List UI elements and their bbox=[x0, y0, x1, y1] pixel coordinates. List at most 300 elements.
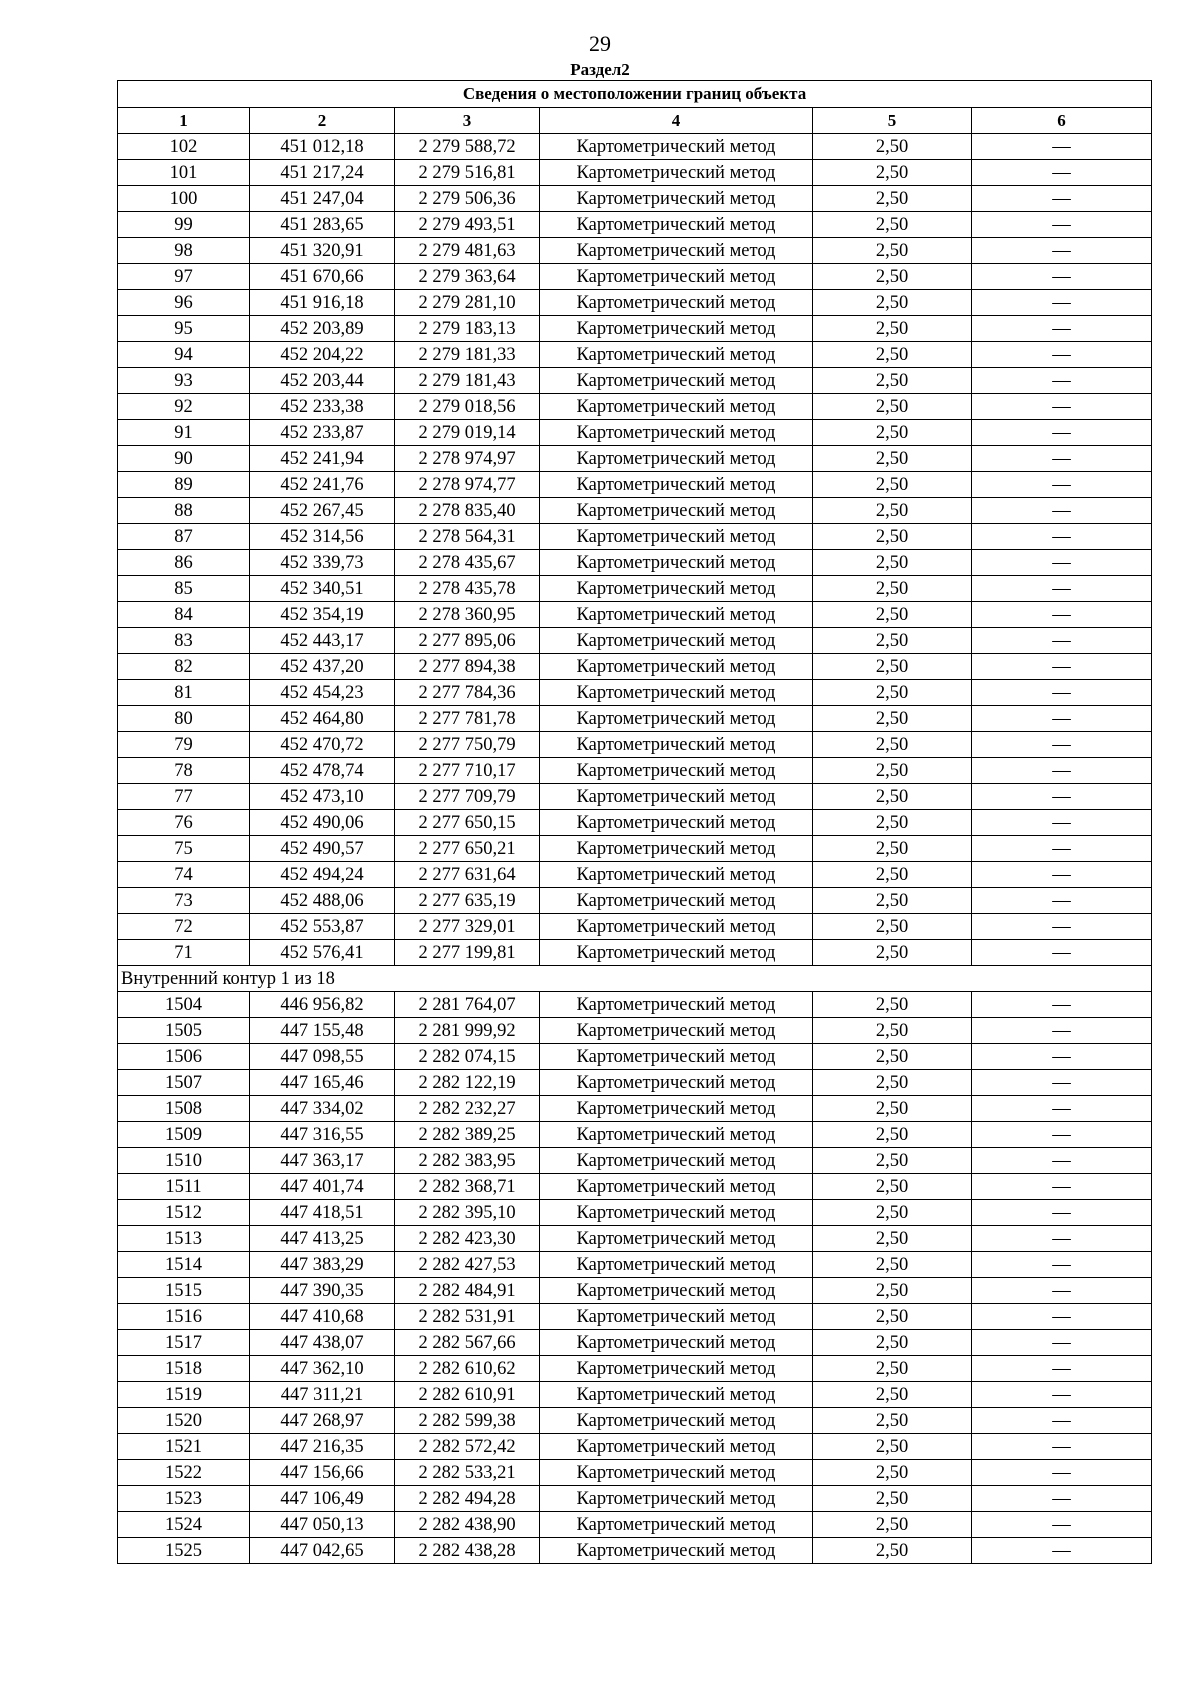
table-row bbox=[118, 1018, 1152, 1044]
table-cell: 71 bbox=[118, 940, 250, 966]
table-cell: 452 576,41 bbox=[250, 940, 395, 966]
table-cell: 452 233,87 bbox=[250, 420, 395, 446]
table-cell: 77 bbox=[118, 784, 250, 810]
contour-label: Внутренний контур 1 из 18 bbox=[118, 966, 1152, 992]
table-cell: 447 418,51 bbox=[250, 1200, 395, 1226]
table-cell: 2,50 bbox=[813, 628, 972, 654]
table-cell: 2,50 bbox=[813, 1486, 972, 1512]
table-cell: 2 282 074,15 bbox=[395, 1044, 540, 1070]
table-row bbox=[118, 628, 1152, 654]
table-row bbox=[118, 940, 1152, 966]
table-cell: 2 282 567,66 bbox=[395, 1330, 540, 1356]
table-cell: 1514 bbox=[118, 1252, 250, 1278]
table-cell: 1504 bbox=[118, 992, 250, 1018]
table-row bbox=[118, 1278, 1152, 1304]
table-cell: Картометрический метод bbox=[540, 1408, 813, 1434]
table-caption: Сведения о местоположении границ объекта bbox=[118, 81, 1152, 108]
table-cell: — bbox=[972, 654, 1152, 680]
table-row bbox=[118, 1070, 1152, 1096]
table-cell: 2,50 bbox=[813, 238, 972, 264]
table-cell: 2,50 bbox=[813, 212, 972, 238]
table-cell: 2 277 329,01 bbox=[395, 914, 540, 940]
table-cell: 452 478,74 bbox=[250, 758, 395, 784]
table-cell: Картометрический метод bbox=[540, 862, 813, 888]
table-row bbox=[118, 862, 1152, 888]
table-cell: 2 278 974,77 bbox=[395, 472, 540, 498]
table-cell: — bbox=[972, 1356, 1152, 1382]
table-cell: 101 bbox=[118, 160, 250, 186]
table-cell: 78 bbox=[118, 758, 250, 784]
table-cell: 2 279 183,13 bbox=[395, 316, 540, 342]
table-cell: 2,50 bbox=[813, 836, 972, 862]
table-row bbox=[118, 888, 1152, 914]
table-cell: 2 282 427,53 bbox=[395, 1252, 540, 1278]
table-cell: 447 390,35 bbox=[250, 1278, 395, 1304]
table-cell: Картометрический метод bbox=[540, 1226, 813, 1252]
table-cell: 452 443,17 bbox=[250, 628, 395, 654]
table-cell: 2,50 bbox=[813, 940, 972, 966]
table-cell: — bbox=[972, 1434, 1152, 1460]
table-cell: 2 279 493,51 bbox=[395, 212, 540, 238]
table-cell: — bbox=[972, 680, 1152, 706]
table-cell: 76 bbox=[118, 810, 250, 836]
column-header: 5 bbox=[813, 108, 972, 134]
table-cell: 2,50 bbox=[813, 368, 972, 394]
table-cell: — bbox=[972, 420, 1152, 446]
column-header: 4 bbox=[540, 108, 813, 134]
table-cell: Картометрический метод bbox=[540, 758, 813, 784]
table-cell: 451 217,24 bbox=[250, 160, 395, 186]
table-row bbox=[118, 1226, 1152, 1252]
table-cell: 94 bbox=[118, 342, 250, 368]
table-cell: 452 267,45 bbox=[250, 498, 395, 524]
table-cell: 2 278 435,67 bbox=[395, 550, 540, 576]
table-cell: 2 281 764,07 bbox=[395, 992, 540, 1018]
table-cell: 1505 bbox=[118, 1018, 250, 1044]
table-cell: 2,50 bbox=[813, 1096, 972, 1122]
table-cell: 2,50 bbox=[813, 1538, 972, 1564]
table-cell: 1513 bbox=[118, 1226, 250, 1252]
table-cell: — bbox=[972, 576, 1152, 602]
table-cell: 2 277 631,64 bbox=[395, 862, 540, 888]
table-cell: 447 042,65 bbox=[250, 1538, 395, 1564]
table-cell: 92 bbox=[118, 394, 250, 420]
table-cell: Картометрический метод bbox=[540, 1434, 813, 1460]
table-cell: 2 277 635,19 bbox=[395, 888, 540, 914]
table-cell: 447 401,74 bbox=[250, 1174, 395, 1200]
table-cell: 447 311,21 bbox=[250, 1382, 395, 1408]
table-cell: — bbox=[972, 602, 1152, 628]
contour-section bbox=[118, 966, 1152, 992]
table-cell: — bbox=[972, 1044, 1152, 1070]
table-cell: 1509 bbox=[118, 1122, 250, 1148]
column-header-row bbox=[118, 108, 1152, 134]
table-cell: — bbox=[972, 1226, 1152, 1252]
table-cell: — bbox=[972, 1408, 1152, 1434]
table-cell: 97 bbox=[118, 264, 250, 290]
table-cell: 79 bbox=[118, 732, 250, 758]
table-cell: 1512 bbox=[118, 1200, 250, 1226]
table-body-outer-contour bbox=[118, 134, 1152, 966]
table-cell: — bbox=[972, 706, 1152, 732]
table-cell: 2 282 610,62 bbox=[395, 1356, 540, 1382]
table-row bbox=[118, 1408, 1152, 1434]
table-cell: 2,50 bbox=[813, 1460, 972, 1486]
table-cell: 2 282 572,42 bbox=[395, 1434, 540, 1460]
table-row bbox=[118, 758, 1152, 784]
table-cell: 452 204,22 bbox=[250, 342, 395, 368]
table-cell: 2 277 709,79 bbox=[395, 784, 540, 810]
table-cell: 2,50 bbox=[813, 1330, 972, 1356]
table-row bbox=[118, 654, 1152, 680]
table-cell: 2,50 bbox=[813, 1434, 972, 1460]
table-cell: 2,50 bbox=[813, 1174, 972, 1200]
table-cell: 447 363,17 bbox=[250, 1148, 395, 1174]
table-cell: 447 155,48 bbox=[250, 1018, 395, 1044]
table-cell: 2 282 438,90 bbox=[395, 1512, 540, 1538]
table-row bbox=[118, 1538, 1152, 1564]
table-cell: 2 282 438,28 bbox=[395, 1538, 540, 1564]
table-cell: 2,50 bbox=[813, 1304, 972, 1330]
table-cell: 447 156,66 bbox=[250, 1460, 395, 1486]
table-row bbox=[118, 1122, 1152, 1148]
table-cell: 2 282 533,21 bbox=[395, 1460, 540, 1486]
table-cell: 1519 bbox=[118, 1382, 250, 1408]
table-row bbox=[118, 810, 1152, 836]
table-cell: Картометрический метод bbox=[540, 1382, 813, 1408]
table-cell: Картометрический метод bbox=[540, 628, 813, 654]
table-cell: Картометрический метод bbox=[540, 1460, 813, 1486]
table-row bbox=[118, 1148, 1152, 1174]
table-cell: 2 282 484,91 bbox=[395, 1278, 540, 1304]
table-cell: Картометрический метод bbox=[540, 264, 813, 290]
table-cell: 452 437,20 bbox=[250, 654, 395, 680]
table-cell: 81 bbox=[118, 680, 250, 706]
table-cell: — bbox=[972, 1174, 1152, 1200]
table-cell: 2,50 bbox=[813, 732, 972, 758]
table-cell: — bbox=[972, 134, 1152, 160]
table-cell: 2 278 835,40 bbox=[395, 498, 540, 524]
table-cell: 2 282 531,91 bbox=[395, 1304, 540, 1330]
table-cell: 74 bbox=[118, 862, 250, 888]
table-cell: Картометрический метод bbox=[540, 992, 813, 1018]
table-cell: 2,50 bbox=[813, 1252, 972, 1278]
table-cell: 85 bbox=[118, 576, 250, 602]
table-row bbox=[118, 914, 1152, 940]
column-header: 6 bbox=[972, 108, 1152, 134]
table-cell: 452 241,76 bbox=[250, 472, 395, 498]
table-cell: 1511 bbox=[118, 1174, 250, 1200]
section-title: Раздел2 bbox=[570, 60, 630, 79]
table-cell: 1524 bbox=[118, 1512, 250, 1538]
table-cell: — bbox=[972, 1018, 1152, 1044]
table-cell: — bbox=[972, 446, 1152, 472]
table-cell: 2 278 435,78 bbox=[395, 576, 540, 602]
table-cell: — bbox=[972, 1460, 1152, 1486]
table-cell: 2,50 bbox=[813, 1148, 972, 1174]
table-cell: Картометрический метод bbox=[540, 1252, 813, 1278]
table-cell: 451 247,04 bbox=[250, 186, 395, 212]
table-cell: Картометрический метод bbox=[540, 394, 813, 420]
table-cell: 451 283,65 bbox=[250, 212, 395, 238]
table-cell: Картометрический метод bbox=[540, 238, 813, 264]
table-cell: 93 bbox=[118, 368, 250, 394]
table-cell: 2 277 199,81 bbox=[395, 940, 540, 966]
table-cell: Картометрический метод bbox=[540, 1512, 813, 1538]
table-cell: 2 279 281,10 bbox=[395, 290, 540, 316]
table-row bbox=[118, 290, 1152, 316]
table-cell: 2,50 bbox=[813, 888, 972, 914]
table-cell: 452 454,23 bbox=[250, 680, 395, 706]
table-cell: Картометрический метод bbox=[540, 342, 813, 368]
table-row bbox=[118, 1200, 1152, 1226]
table-cell: Картометрический метод bbox=[540, 1200, 813, 1226]
table-caption-row bbox=[118, 81, 1152, 108]
table-row bbox=[118, 212, 1152, 238]
table-row bbox=[118, 1512, 1152, 1538]
table-cell: 2 277 894,38 bbox=[395, 654, 540, 680]
table-cell: Картометрический метод bbox=[540, 602, 813, 628]
table-cell: 2,50 bbox=[813, 1226, 972, 1252]
table-cell: 2,50 bbox=[813, 992, 972, 1018]
table-cell: — bbox=[972, 862, 1152, 888]
table-cell: 2,50 bbox=[813, 784, 972, 810]
table-cell: 2 279 019,14 bbox=[395, 420, 540, 446]
table-cell: Картометрический метод bbox=[540, 316, 813, 342]
table-cell: 452 470,72 bbox=[250, 732, 395, 758]
table-cell: 98 bbox=[118, 238, 250, 264]
table-cell: 102 bbox=[118, 134, 250, 160]
table-cell: 2 279 181,43 bbox=[395, 368, 540, 394]
table-row bbox=[118, 1044, 1152, 1070]
table-cell: Картометрический метод bbox=[540, 810, 813, 836]
table-cell: 1518 bbox=[118, 1356, 250, 1382]
table-cell: Картометрический метод bbox=[540, 706, 813, 732]
table-cell: 2,50 bbox=[813, 1408, 972, 1434]
table-cell: 447 106,49 bbox=[250, 1486, 395, 1512]
table-cell: — bbox=[972, 810, 1152, 836]
table-cell: — bbox=[972, 836, 1152, 862]
table-row bbox=[118, 1304, 1152, 1330]
table-cell: 447 316,55 bbox=[250, 1122, 395, 1148]
table-row bbox=[118, 1096, 1152, 1122]
table-cell: — bbox=[972, 1330, 1152, 1356]
table-cell: 2 278 974,97 bbox=[395, 446, 540, 472]
table-cell: Картометрический метод bbox=[540, 420, 813, 446]
table-cell: 451 670,66 bbox=[250, 264, 395, 290]
table-cell: 2 279 506,36 bbox=[395, 186, 540, 212]
table-cell: 2,50 bbox=[813, 316, 972, 342]
table-cell: 2,50 bbox=[813, 134, 972, 160]
table-cell: 86 bbox=[118, 550, 250, 576]
table-cell: Картометрический метод bbox=[540, 1148, 813, 1174]
table-cell: 1525 bbox=[118, 1538, 250, 1564]
table-cell: 84 bbox=[118, 602, 250, 628]
table-cell: 2,50 bbox=[813, 472, 972, 498]
column-header: 3 bbox=[395, 108, 540, 134]
table-cell: 452 473,10 bbox=[250, 784, 395, 810]
table-row bbox=[118, 992, 1152, 1018]
table-cell: 452 488,06 bbox=[250, 888, 395, 914]
table-cell: Картометрический метод bbox=[540, 1330, 813, 1356]
table-row bbox=[118, 394, 1152, 420]
table-cell: 2 282 389,25 bbox=[395, 1122, 540, 1148]
table-cell: 2 278 564,31 bbox=[395, 524, 540, 550]
table-row bbox=[118, 472, 1152, 498]
table-cell: 451 320,91 bbox=[250, 238, 395, 264]
table-cell: — bbox=[972, 1538, 1152, 1564]
table-cell: 96 bbox=[118, 290, 250, 316]
table-cell: 83 bbox=[118, 628, 250, 654]
table-cell: Картометрический метод bbox=[540, 472, 813, 498]
table-cell: 452 203,44 bbox=[250, 368, 395, 394]
table-cell: 447 438,07 bbox=[250, 1330, 395, 1356]
table-cell: 452 490,06 bbox=[250, 810, 395, 836]
table-cell: 2,50 bbox=[813, 446, 972, 472]
table-cell: 2 281 999,92 bbox=[395, 1018, 540, 1044]
table-cell: 452 233,38 bbox=[250, 394, 395, 420]
table-row bbox=[118, 1486, 1152, 1512]
table-cell: — bbox=[972, 1148, 1152, 1174]
table-cell: Картометрический метод bbox=[540, 186, 813, 212]
table-cell: 2 279 588,72 bbox=[395, 134, 540, 160]
table-cell: 2 282 232,27 bbox=[395, 1096, 540, 1122]
table-cell: — bbox=[972, 732, 1152, 758]
table-row bbox=[118, 316, 1152, 342]
table-cell: 1521 bbox=[118, 1434, 250, 1460]
table-row bbox=[118, 836, 1152, 862]
table-cell: 452 553,87 bbox=[250, 914, 395, 940]
table-cell: 91 bbox=[118, 420, 250, 446]
table-cell: 2 282 494,28 bbox=[395, 1486, 540, 1512]
table-cell: 89 bbox=[118, 472, 250, 498]
table-cell: — bbox=[972, 524, 1152, 550]
table-cell: Картометрический метод bbox=[540, 1174, 813, 1200]
table-cell: — bbox=[972, 888, 1152, 914]
table-row bbox=[118, 160, 1152, 186]
table-cell: 447 268,97 bbox=[250, 1408, 395, 1434]
table-row bbox=[118, 680, 1152, 706]
table-cell: — bbox=[972, 1304, 1152, 1330]
table-cell: 2,50 bbox=[813, 1200, 972, 1226]
table-cell: — bbox=[972, 1382, 1152, 1408]
table-cell: — bbox=[972, 368, 1152, 394]
table-cell: 452 490,57 bbox=[250, 836, 395, 862]
table-cell: 447 410,68 bbox=[250, 1304, 395, 1330]
table-cell: 447 334,02 bbox=[250, 1096, 395, 1122]
table-row bbox=[118, 732, 1152, 758]
table-cell: 2 282 610,91 bbox=[395, 1382, 540, 1408]
table-row bbox=[118, 134, 1152, 160]
table-cell: 2,50 bbox=[813, 264, 972, 290]
table-cell: 452 354,19 bbox=[250, 602, 395, 628]
table-cell: — bbox=[972, 914, 1152, 940]
table-cell: 2 278 360,95 bbox=[395, 602, 540, 628]
table-cell: 451 012,18 bbox=[250, 134, 395, 160]
table-row bbox=[118, 524, 1152, 550]
table-row bbox=[118, 498, 1152, 524]
table-cell: 80 bbox=[118, 706, 250, 732]
table-cell: Картометрический метод bbox=[540, 576, 813, 602]
table-cell: — bbox=[972, 160, 1152, 186]
table-cell: Картометрический метод bbox=[540, 1122, 813, 1148]
table-cell: 452 241,94 bbox=[250, 446, 395, 472]
table-cell: Картометрический метод bbox=[540, 1304, 813, 1330]
table-cell: — bbox=[972, 1200, 1152, 1226]
table-cell: 1506 bbox=[118, 1044, 250, 1070]
table-cell: 1522 bbox=[118, 1460, 250, 1486]
table-cell: — bbox=[972, 264, 1152, 290]
table-cell: Картометрический метод bbox=[540, 1486, 813, 1512]
boundary-table bbox=[117, 80, 1152, 1564]
table-row bbox=[118, 602, 1152, 628]
table-cell: Картометрический метод bbox=[540, 446, 813, 472]
table-cell: 2,50 bbox=[813, 1278, 972, 1304]
table-cell: Картометрический метод bbox=[540, 134, 813, 160]
table-cell: 2 277 650,15 bbox=[395, 810, 540, 836]
table-cell: 2,50 bbox=[813, 290, 972, 316]
table-cell: 2 279 516,81 bbox=[395, 160, 540, 186]
table-row bbox=[118, 238, 1152, 264]
table-row bbox=[118, 446, 1152, 472]
table-cell: 1508 bbox=[118, 1096, 250, 1122]
table-cell: Картометрический метод bbox=[540, 160, 813, 186]
column-header: 2 bbox=[250, 108, 395, 134]
table-cell: 88 bbox=[118, 498, 250, 524]
table-cell: 2 277 784,36 bbox=[395, 680, 540, 706]
table-cell: 72 bbox=[118, 914, 250, 940]
table-cell: 447 098,55 bbox=[250, 1044, 395, 1070]
table-cell: 2 277 895,06 bbox=[395, 628, 540, 654]
table-cell: 2,50 bbox=[813, 1382, 972, 1408]
table-cell: 1510 bbox=[118, 1148, 250, 1174]
table-cell: Картометрический метод bbox=[540, 680, 813, 706]
table-cell: — bbox=[972, 212, 1152, 238]
table-cell: — bbox=[972, 992, 1152, 1018]
table-cell: Картометрический метод bbox=[540, 1356, 813, 1382]
table-cell: 2,50 bbox=[813, 810, 972, 836]
table-row bbox=[118, 342, 1152, 368]
table-cell: — bbox=[972, 186, 1152, 212]
table-cell: 2 279 481,63 bbox=[395, 238, 540, 264]
table-cell: 2 282 122,19 bbox=[395, 1070, 540, 1096]
table-cell: — bbox=[972, 394, 1152, 420]
contour-label-row bbox=[118, 966, 1152, 992]
table-cell: 451 916,18 bbox=[250, 290, 395, 316]
table-cell: — bbox=[972, 1252, 1152, 1278]
table-cell: — bbox=[972, 498, 1152, 524]
table-cell: 2,50 bbox=[813, 1356, 972, 1382]
table-row bbox=[118, 186, 1152, 212]
table-cell: 447 362,10 bbox=[250, 1356, 395, 1382]
table-cell: 2,50 bbox=[813, 160, 972, 186]
table-cell: 2 279 181,33 bbox=[395, 342, 540, 368]
table-cell: 447 413,25 bbox=[250, 1226, 395, 1252]
page-number: 29 bbox=[589, 31, 611, 56]
table-cell: 2,50 bbox=[813, 1512, 972, 1538]
table-cell: 2 282 368,71 bbox=[395, 1174, 540, 1200]
table-cell: 2 282 423,30 bbox=[395, 1226, 540, 1252]
table-cell: Картометрический метод bbox=[540, 498, 813, 524]
table-cell: Картометрический метод bbox=[540, 888, 813, 914]
table-cell: — bbox=[972, 550, 1152, 576]
table-cell: — bbox=[972, 342, 1152, 368]
table-cell: Картометрический метод bbox=[540, 732, 813, 758]
table-row bbox=[118, 264, 1152, 290]
table-cell: 99 bbox=[118, 212, 250, 238]
table-row bbox=[118, 1174, 1152, 1200]
table-cell: Картометрический метод bbox=[540, 368, 813, 394]
